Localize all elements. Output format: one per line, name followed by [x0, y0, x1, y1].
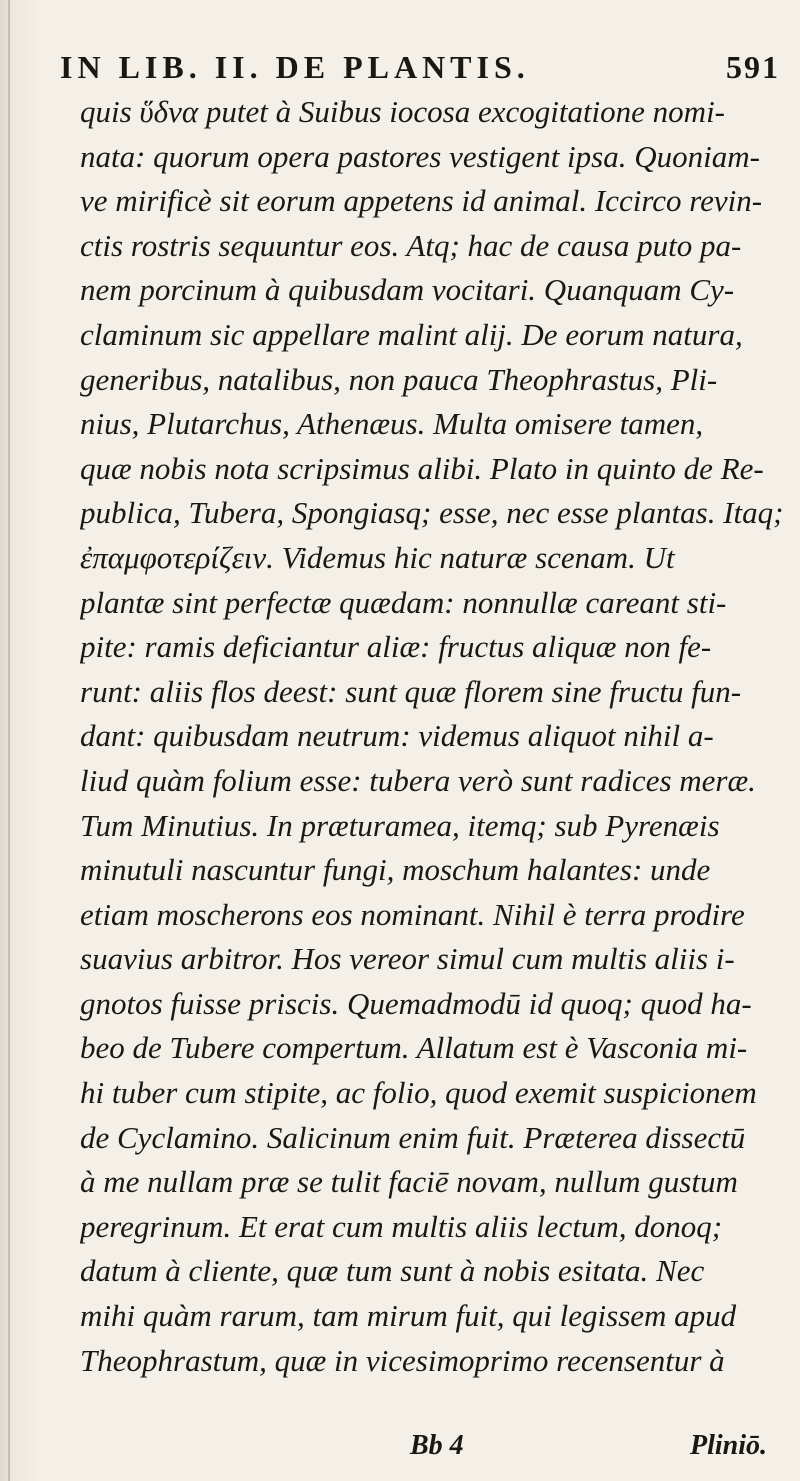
- text-line: ve mirificè sit eorum appetens id animal. Iccirco revin-: [80, 183, 763, 219]
- text-line: runt: aliis flos deest: sunt quæ florem sine fructu fun-: [80, 673, 742, 709]
- text-line: dant: quibusdam neutrum: videmus aliquot nihil a-: [80, 718, 714, 754]
- text-line: Theophrastum, quæ in vicesimoprimo recensentur à: [80, 1342, 725, 1378]
- text-line: beo de Tubere compertum. Allatum est è Vasconia mi-: [80, 1030, 748, 1066]
- text-line: publica, Tubera, Spongiasq; esse, nec esse plantas. Itaq;: [80, 495, 784, 531]
- text-line: nata: quorum opera pastores vestigent ipsa. Quoniam-: [80, 138, 760, 174]
- text-line: nem porcinum à quibusdam vocitari. Quanquam Cy-: [80, 272, 735, 308]
- text-line: hi tuber cum stipite, ac folio, quod exemit suspicionem: [80, 1075, 757, 1111]
- text-line: minutuli nascuntur fungi, moschum halantes: unde: [80, 852, 711, 888]
- text-line: ctis rostris sequuntur eos. Atq; hac de causa puto pa-: [80, 227, 742, 263]
- text-line: etiam moscherons eos nominant. Nihil è terra prodire: [80, 896, 745, 932]
- text-line: datum à cliente, quæ tum sunt à nobis esitata. Nec: [80, 1253, 705, 1289]
- text-line: Tum Minutius. In præturamea, itemq; sub Pyrenæis: [80, 807, 720, 843]
- text-line: suavius arbitror. Hos vereor simul cum multis aliis i-: [80, 941, 735, 977]
- text-line: quis ὕδνα putet à Suibus iocosa excogitatione nomi-: [80, 94, 726, 129]
- text-line: mihi quàm rarum, tam mirum fuit, qui legissem apud: [80, 1298, 737, 1334]
- text-line: pite: ramis deficiantur aliæ: fructus aliquæ non fe-: [80, 629, 712, 665]
- text-line: nius, Plutarchus, Athenæus. Multa omisere tamen,: [80, 406, 704, 442]
- running-title: IN LIB. II. DE PLANTIS.: [60, 48, 530, 85]
- signature-mark: Bb 4: [410, 1430, 464, 1461]
- page-header: [60, 42, 780, 92]
- text-line: plantæ sint perfectæ quædam: nonnullæ careant sti-: [80, 584, 727, 620]
- catchword: Pliniō.: [690, 1430, 768, 1461]
- page-footer: [80, 1430, 790, 1470]
- text-line: quæ nobis nota scripsimus alibi. Plato in quinto de Re-: [80, 450, 764, 486]
- text-line: de Cyclamino. Salicinum enim fuit. Præterea dissectū: [80, 1119, 746, 1155]
- page-number: 591: [726, 48, 780, 85]
- text-line: peregrinum. Et erat cum multis aliis lectum, donoq;: [80, 1208, 723, 1244]
- text-line: gnotos fuisse priscis. Quemadmodū id quoq; quod ha-: [80, 985, 752, 1021]
- text-line: generibus, natalibus, non pauca Theophrastus, Pli-: [80, 361, 718, 397]
- body-text: [80, 90, 790, 1383]
- text-line: liud quàm folium esse: tubera verò sunt radices meræ.: [80, 762, 756, 798]
- text-line: claminum sic appellare malint alij. De eorum natura,: [80, 316, 743, 352]
- text-line: ἐπαμφοτερίζειν. Videmus hic naturæ scenam. Ut: [80, 539, 675, 575]
- binding-gutter: [8, 0, 10, 1481]
- text-line: à me nullam præ se tulit faciē novam, nullum gustum: [80, 1164, 738, 1200]
